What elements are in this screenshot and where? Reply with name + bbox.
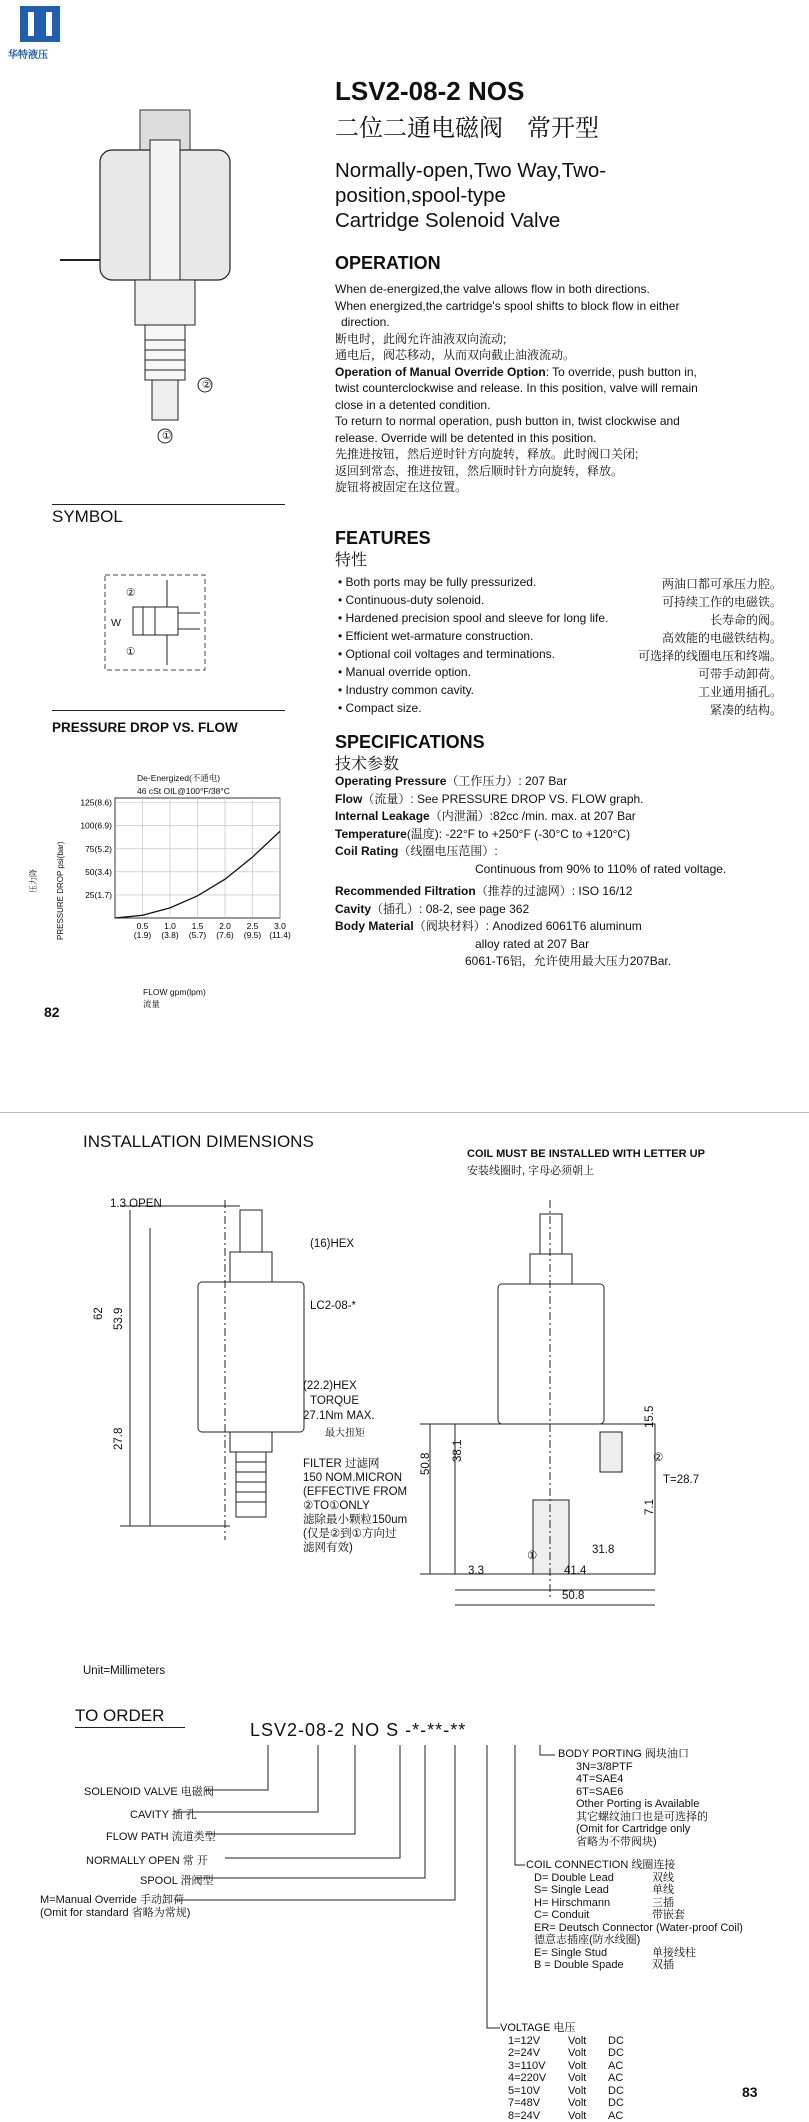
chart-title: De-Energized(不通电)	[137, 772, 220, 784]
dim-278: 27.8	[113, 1428, 125, 1450]
dim-62: 62	[93, 1307, 105, 1320]
voltage-unit: Volt	[568, 2060, 608, 2073]
operation-line: 断电时，此阀允许油液双向流动;	[335, 331, 775, 348]
spec-value: （阀块材料）: Anodized 6061T6 aluminum	[414, 919, 642, 933]
voltage-unit: Volt	[568, 2085, 608, 2098]
body-porting-line: 省略为不带阀块)	[558, 1836, 708, 1849]
chart-y-tick-label: 75(5.2)	[85, 844, 112, 854]
product-title: LSV2-08-2 NOS	[335, 76, 524, 107]
spec-label: Flow	[335, 792, 362, 806]
voltage-type: DC	[608, 2047, 638, 2060]
feature-item-cn: 紧凑的结构。	[710, 701, 782, 718]
dim-508-horizontal: 50.8	[562, 1590, 584, 1602]
voltage-type: AC	[608, 2072, 638, 2085]
code-part: NO	[351, 1720, 380, 1740]
subtitle-line: Normally-open,Two Way,Two-	[335, 158, 655, 183]
page-number-left: 82	[44, 1004, 60, 1020]
voltage-type: DC	[608, 2097, 638, 2110]
order-label-normally-open: NORMALLY OPEN 常 开	[86, 1852, 208, 1868]
coil-connection-row	[526, 1897, 743, 1910]
voltage-unit: Volt	[568, 2097, 608, 2110]
coil-connection-code: 德意志插座(防水线圈)	[534, 1934, 640, 1947]
symbol-heading: SYMBOL	[52, 507, 123, 527]
chart-xlabel-cn: 流量	[143, 998, 160, 1010]
dim-318: 31.8	[592, 1544, 614, 1556]
feature-item: • Compact size.	[338, 701, 422, 715]
voltage-title: VOLTAGE 电压	[500, 2022, 638, 2035]
coil-connection-cn: 带嵌套	[652, 1909, 685, 1922]
dim-381: 38.1	[452, 1440, 464, 1462]
dim-155: 15.5	[644, 1406, 656, 1428]
chart-x-tick-label-lpm: (1.9)	[134, 930, 152, 940]
override-option-line: (Omit for standard 省略为常规)	[40, 1907, 190, 1920]
installation-heading: INSTALLATION DIMENSIONS	[83, 1132, 314, 1152]
operation-line: direction.	[335, 314, 775, 331]
operation-heading: OPERATION	[335, 253, 441, 274]
illustration-port-1: ①	[162, 430, 171, 442]
voltage-row	[500, 2072, 638, 2085]
filter-line: (EFFECTIVE FROM	[303, 1485, 407, 1499]
chart-x-tick-label: 1.0	[164, 921, 176, 931]
voltage-row	[500, 2035, 638, 2048]
coil-connection-row	[526, 1947, 743, 1960]
spec-value: （工作压力）: 207 Bar	[446, 774, 567, 788]
voltage-block	[500, 2022, 638, 2122]
code-part: -	[327, 1720, 334, 1740]
dim-t287: T=28.7	[663, 1474, 699, 1486]
dim-torque: TORQUE	[310, 1395, 359, 1407]
coil-connection-cn: 双插	[652, 1959, 674, 1972]
voltage-type: AC	[608, 2110, 638, 2122]
chart-y-tick-label: 125(8.6)	[80, 798, 112, 808]
code-part: 08	[305, 1720, 327, 1740]
voltage-row	[500, 2085, 638, 2098]
order-label-flow-path: FLOW PATH 流道类型	[106, 1828, 216, 1844]
body-porting-line: (Omit for Cartridge only	[558, 1823, 708, 1836]
spec-label: Operating Pressure	[335, 774, 446, 788]
chart-x-tick-label: 2.5	[247, 921, 259, 931]
order-label-solenoid: SOLENOID VALVE 电磁阀	[84, 1783, 214, 1799]
voltage-unit: Volt	[568, 2072, 608, 2085]
override-line: To return to normal operation, push button in, twist clockwise and	[335, 413, 775, 430]
voltage-code: 2=24V	[508, 2047, 568, 2060]
voltage-code: 3=110V	[508, 2060, 568, 2073]
voltage-code: 7=48V	[508, 2097, 568, 2110]
subtitle-line: position,spool-type	[335, 183, 655, 208]
filter-line: 150 NOM.MICRON	[303, 1471, 407, 1485]
coil-note: COIL MUST BE INSTALLED WITH LETTER UP	[467, 1148, 705, 1160]
body-porting-line: 6T=SAE6	[558, 1786, 708, 1799]
override-line: 旋钮将被固定在这位置。	[335, 479, 775, 496]
chart-x-tick-label: 0.5	[137, 921, 149, 931]
coil-connection-code: E= Single Stud	[534, 1947, 652, 1960]
coil-connection-code: S= Single Lead	[534, 1884, 652, 1897]
coil-connection-block	[526, 1859, 743, 1972]
units-note: Unit=Millimeters	[83, 1665, 165, 1677]
voltage-code: 8=24V	[508, 2110, 568, 2122]
feature-item: • Optional coil voltages and terminations.	[338, 647, 555, 661]
chart-ylabel-cn: 压力降	[28, 869, 39, 893]
spec-label: Internal Leakage	[335, 809, 430, 823]
spec-label: Recommended Filtration	[335, 884, 476, 898]
port-1-label: ①	[527, 1548, 537, 1562]
coil-connection-row	[526, 1934, 743, 1947]
coil-note-cn: 安装线圈时, 字母必须朝上	[467, 1162, 594, 1178]
features-heading: FEATURES	[335, 528, 431, 549]
dim-open: 1.3 OPEN	[110, 1198, 162, 1210]
coil-connection-title: COIL CONNECTION 线圈连接	[526, 1859, 743, 1872]
chart-subtitle: 46 cSt OIL@100°F/38°C	[137, 786, 230, 796]
feature-item-cn: 两油口都可承压力腔。	[662, 575, 782, 592]
feature-item: • Both ports may be fully pressurized.	[338, 575, 536, 589]
coil-connection-cn: 双线	[652, 1872, 674, 1885]
voltage-unit: Volt	[568, 2035, 608, 2048]
code-part: 2	[334, 1720, 345, 1740]
voltage-type: AC	[608, 2060, 638, 2073]
override-label: Operation of Manual Override Option	[335, 365, 546, 379]
coil-connection-row	[526, 1909, 743, 1922]
dim-torque-cn: 最大扭矩	[325, 1424, 365, 1439]
code-part: -	[443, 1720, 450, 1740]
spec-value: （流量）: See PRESSURE DROP VS. FLOW graph.	[362, 792, 643, 806]
coil-connection-code: C= Conduit	[534, 1909, 652, 1922]
chart-x-tick-label: 2.0	[219, 921, 231, 931]
chart-y-tick-label: 50(3.4)	[85, 867, 112, 877]
operation-line: When de-energized,the valve allows flow in both directions.	[335, 281, 775, 298]
port-2-label: ②	[653, 1450, 663, 1464]
spec-body-line: alloy rated at 207 Bar	[335, 936, 726, 954]
code-part: S	[386, 1720, 399, 1740]
coil-connection-code: ER= Deutsch Connector (Water-proof Coil)	[534, 1922, 743, 1935]
chart-x-tick-label-lpm: (11.4)	[269, 930, 291, 940]
dim-539: 53.9	[113, 1308, 125, 1330]
body-porting-line: Other Porting is Available	[558, 1798, 708, 1811]
coil-connection-code: D= Double Lead	[534, 1872, 652, 1885]
code-part: -	[405, 1720, 412, 1740]
spec-label: Coil Rating	[335, 844, 398, 858]
code-part: **	[450, 1720, 466, 1740]
override-line: release. Override will be detented in this position.	[335, 430, 775, 447]
order-label-spool: SPOOL 滑阀型	[140, 1872, 214, 1888]
operation-line: 通电后，阀芯移动，从而双向截止油液流动。	[335, 347, 775, 364]
dim-hex16: (16)HEX	[310, 1238, 354, 1250]
chart-xlabel: FLOW gpm(lpm)	[143, 987, 206, 997]
dim-hex22: (22.2)HEX	[303, 1380, 357, 1392]
feature-item-cn: 可持续工作的电磁铁。	[662, 593, 782, 610]
logo-text: 华特液压	[8, 46, 48, 61]
specs-heading-cn: 技术参数	[335, 751, 399, 774]
voltage-code: 4=220V	[508, 2072, 568, 2085]
coil-connection-code: B = Double Spade	[534, 1959, 652, 1972]
spec-label: Body Material	[335, 919, 414, 933]
order-label-cavity: CAVITY 插 孔	[130, 1806, 197, 1822]
dim-coil: LC2-08-*	[310, 1300, 356, 1312]
spec-value: (温度): -22°F to +250°F (-30°C to +120°C)	[407, 827, 630, 841]
coil-connection-code: H= Hirschmann	[534, 1897, 652, 1910]
feature-item: • Continuous-duty solenoid.	[338, 593, 484, 607]
page-number-right: 83	[742, 2084, 758, 2100]
voltage-type: DC	[608, 2085, 638, 2098]
chart-y-tick-label: 25(1.7)	[85, 890, 112, 900]
dim-71: 7.1	[644, 1499, 656, 1515]
voltage-code: 5=10V	[508, 2085, 568, 2098]
subtitle-line: Cartridge Solenoid Valve	[335, 208, 655, 233]
voltage-rows	[500, 2035, 638, 2122]
code-part: -	[420, 1720, 427, 1740]
spec-label: Temperature	[335, 827, 407, 841]
chart-x-tick-label-lpm: (9.5)	[244, 930, 262, 940]
feature-item: • Manual override option.	[338, 665, 471, 679]
chart-x-tick-label-lpm: (7.6)	[216, 930, 234, 940]
spec-body-line: 6061-T6铝，允许使用最大压力207Bar.	[335, 953, 726, 971]
voltage-code: 1=12V	[508, 2035, 568, 2048]
feature-item: • Industry common cavity.	[338, 683, 474, 697]
voltage-row	[500, 2060, 638, 2073]
voltage-unit: Volt	[568, 2047, 608, 2060]
chart-ylabel: PRESSURE DROP psi(bar)	[56, 841, 65, 940]
chart-y-tick-label: 100(6.9)	[80, 821, 112, 831]
override-text: : To override, push button in,	[546, 365, 697, 379]
code-part: **	[427, 1720, 443, 1740]
features-heading-cn: 特性	[335, 547, 367, 570]
coil-connection-row	[526, 1884, 743, 1897]
product-title-cn: 二位二通电磁阀 常开型	[335, 108, 599, 143]
code-part: -	[298, 1720, 305, 1740]
spec-value: （推荐的过滤网）: ISO 16/12	[476, 884, 633, 898]
order-label-override	[40, 1894, 190, 1920]
voltage-row	[500, 2097, 638, 2110]
voltage-row	[500, 2047, 638, 2060]
illustration-port-2: ②	[202, 379, 211, 391]
body-porting-block	[558, 1748, 708, 1848]
voltage-row	[500, 2110, 638, 2122]
body-porting-line: 其它螺纹油口也是可选择的	[558, 1811, 708, 1824]
coil-connection-rows	[526, 1872, 743, 1972]
spec-value: （插孔）: 08-2, see page 362	[371, 902, 529, 916]
code-part: *	[412, 1720, 420, 1740]
spec-label: Cavity	[335, 902, 371, 916]
code-part: LSV2	[250, 1720, 298, 1740]
coil-connection-row	[526, 1922, 743, 1935]
feature-item-cn: 工业通用插孔。	[698, 683, 782, 700]
override-option-line: M=Manual Override 手动卸荷	[40, 1894, 190, 1907]
feature-item-cn: 可带手动卸荷。	[698, 665, 782, 682]
symbol-port-1: ①	[126, 646, 135, 658]
specs-heading: SPECIFICATIONS	[335, 732, 485, 753]
feature-item-cn: 高效能的电磁铁结构。	[662, 629, 782, 646]
chart-x-tick-label: 3.0	[274, 921, 286, 931]
dim-414: 41.4	[564, 1565, 586, 1577]
coil-connection-cn: 单接线柱	[652, 1947, 696, 1960]
override-line: 返回到常态，推进按钮，然后顺时针方向旋转，释放。	[335, 463, 775, 480]
body-porting-line: 3N=3/8PTF	[558, 1761, 708, 1774]
feature-item: • Efficient wet-armature construction.	[338, 629, 533, 643]
symbol-port-2: ②	[126, 587, 135, 599]
coil-connection-row	[526, 1872, 743, 1885]
order-heading: TO ORDER	[75, 1706, 164, 1726]
chart-x-tick-label-lpm: (3.8)	[161, 930, 179, 940]
feature-item-cn: 可选择的线圈电压和终端。	[638, 647, 782, 664]
dim-torque-val: 27.1Nm MAX.	[303, 1410, 375, 1422]
override-line: twist counterclockwise and release. In this position, valve will remain	[335, 380, 775, 397]
spec-value: （线圈电压范围）:	[398, 844, 497, 858]
chart-x-tick-label: 1.5	[192, 921, 204, 931]
filter-line: FILTER 过滤网	[303, 1457, 407, 1471]
chart-heading: PRESSURE DROP VS. FLOW	[52, 720, 238, 735]
coil-connection-row	[526, 1959, 743, 1972]
filter-line: ②TO①ONLY	[303, 1499, 407, 1513]
voltage-unit: Volt	[568, 2110, 608, 2122]
coil-connection-cn: 单线	[652, 1884, 674, 1897]
body-porting-title: BODY PORTING 阀块油口	[558, 1748, 708, 1761]
chart-x-tick-label-lpm: (5.7)	[189, 930, 207, 940]
filter-line: (仅是②到①方向过	[303, 1527, 407, 1541]
operation-line: When energized,the cartridge's spool shifts to block flow in either	[335, 298, 775, 315]
spec-value: （内泄漏）:82cc /min. max. at 207 Bar	[430, 809, 636, 823]
body-porting-line: 4T=SAE4	[558, 1773, 708, 1786]
spec-coil-line: Continuous from 90% to 110% of rated voltage.	[335, 861, 726, 879]
override-line: 先推进按钮，然后逆时针方向旋转，释放。此时阀口关闭;	[335, 446, 775, 463]
dim-33: 3.3	[468, 1565, 484, 1577]
voltage-type: DC	[608, 2035, 638, 2048]
symbol-coil-mark: W	[111, 617, 121, 629]
filter-line: 滤除最小颗粒150um	[303, 1513, 407, 1527]
coil-connection-cn: 三插	[652, 1897, 674, 1910]
override-line: close in a detented condition.	[335, 397, 775, 414]
feature-item: • Hardened precision spool and sleeve for long life.	[338, 611, 608, 625]
dim-508-vertical: 50.8	[420, 1453, 432, 1475]
filter-line: 滤网有效)	[303, 1541, 407, 1555]
feature-item-cn: 长寿命的阀。	[710, 611, 782, 628]
